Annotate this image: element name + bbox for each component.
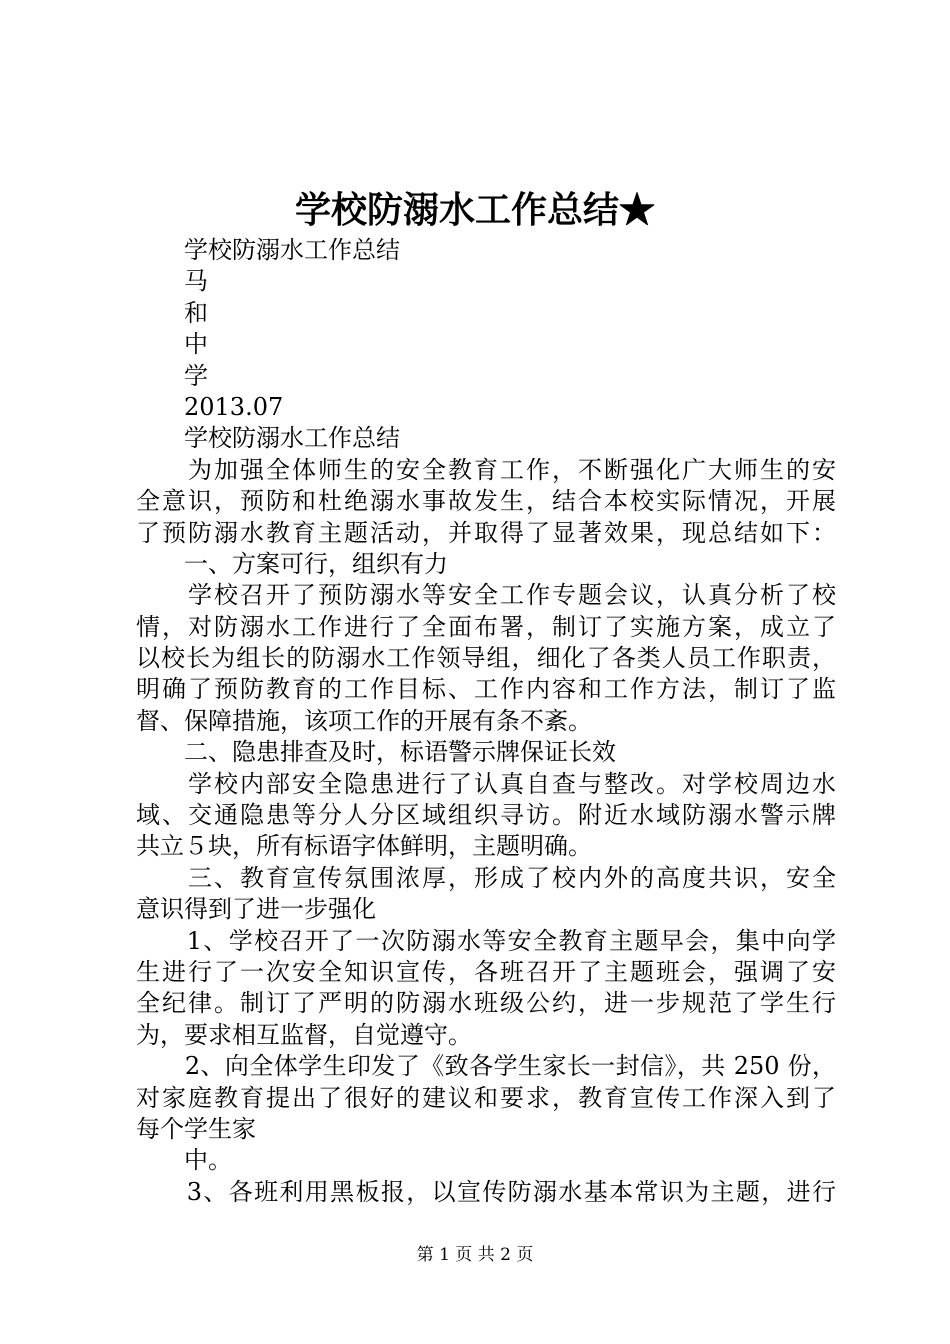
text-line: 中。 <box>136 1146 232 1175</box>
document-body <box>136 235 836 1208</box>
text-line: 共立５块，所有标语字体鲜明，主题明确。 <box>136 832 592 861</box>
text-line: 学校防溺水工作总结 <box>136 236 400 264</box>
text-line: 学 <box>136 361 208 390</box>
text-line: 意识得到了进一步强化 <box>136 895 376 924</box>
text-line: 为加强全体师生的安全教育工作，不断强化广大师生的安 <box>136 455 836 484</box>
text-line: 二、隐患排查及时，标语警示牌保证长效 <box>136 738 616 767</box>
text-line: 对家庭教育提出了很好的建议和要求，教育宣传工作深入到了 <box>136 1083 836 1112</box>
page-footer: 第 1 页 共 2 页 <box>416 1245 534 1265</box>
text-line: 以校长为组长的防溺水工作领导组，细化了各类人员工作职责， <box>136 644 836 673</box>
text-line: 生进行了一次安全知识宣传，各班召开了主题班会，强调了安 <box>136 957 836 986</box>
text-line: 全意识，预防和杜绝溺水事故发生，结合本校实际情况，开展 <box>136 487 836 516</box>
text-line: 学校内部安全隐患进行了认真自查与整改。对学校周边水 <box>136 769 836 798</box>
text-line: 2013.07 <box>136 392 284 421</box>
text-line: 和 <box>136 298 208 327</box>
document-title: 学校防溺水工作总结★ <box>294 189 655 231</box>
text-line: 中 <box>136 330 208 359</box>
text-line: 明确了预防教育的工作目标、工作内容和工作方法，制订了监 <box>136 675 836 704</box>
text-line: 了预防溺水教育主题活动，并取得了显著效果，现总结如下： <box>136 518 836 547</box>
text-line: 情，对防溺水工作进行了全面布署，制订了实施方案，成立了 <box>136 612 836 641</box>
text-line: 2、向全体学生印发了《致各学生家长一封信》，共 250 份， <box>136 1052 836 1081</box>
text-line: 域、交通隐患等分人分区域组织寻访。附近水域防溺水警示牌 <box>136 801 836 830</box>
text-line: 一、方案可行，组织有力 <box>136 549 448 578</box>
text-line: 1、学校召开了一次防溺水等安全教育主题早会，集中向学 <box>136 926 836 955</box>
text-line: 督、保障措施，该项工作的开展有条不紊。 <box>136 706 592 735</box>
text-line: 全纪律。制订了严明的防溺水班级公约，进一步规范了学生行 <box>136 989 836 1018</box>
text-line: 学校召开了预防溺水等安全工作专题会议，认真分析了校 <box>136 581 836 610</box>
text-line: 3、各班利用黑板报，以宣传防溺水基本常识为主题，进行 <box>136 1177 836 1206</box>
text-line: 每个学生家 <box>136 1114 256 1143</box>
text-line: 马 <box>136 267 208 296</box>
text-line: 三、教育宣传氛围浓厚，形成了校内外的高度共识，安全 <box>136 863 836 892</box>
text-line: 学校防溺水工作总结 <box>136 424 400 453</box>
text-line: 为，要求相互监督，自觉遵守。 <box>136 1020 472 1049</box>
